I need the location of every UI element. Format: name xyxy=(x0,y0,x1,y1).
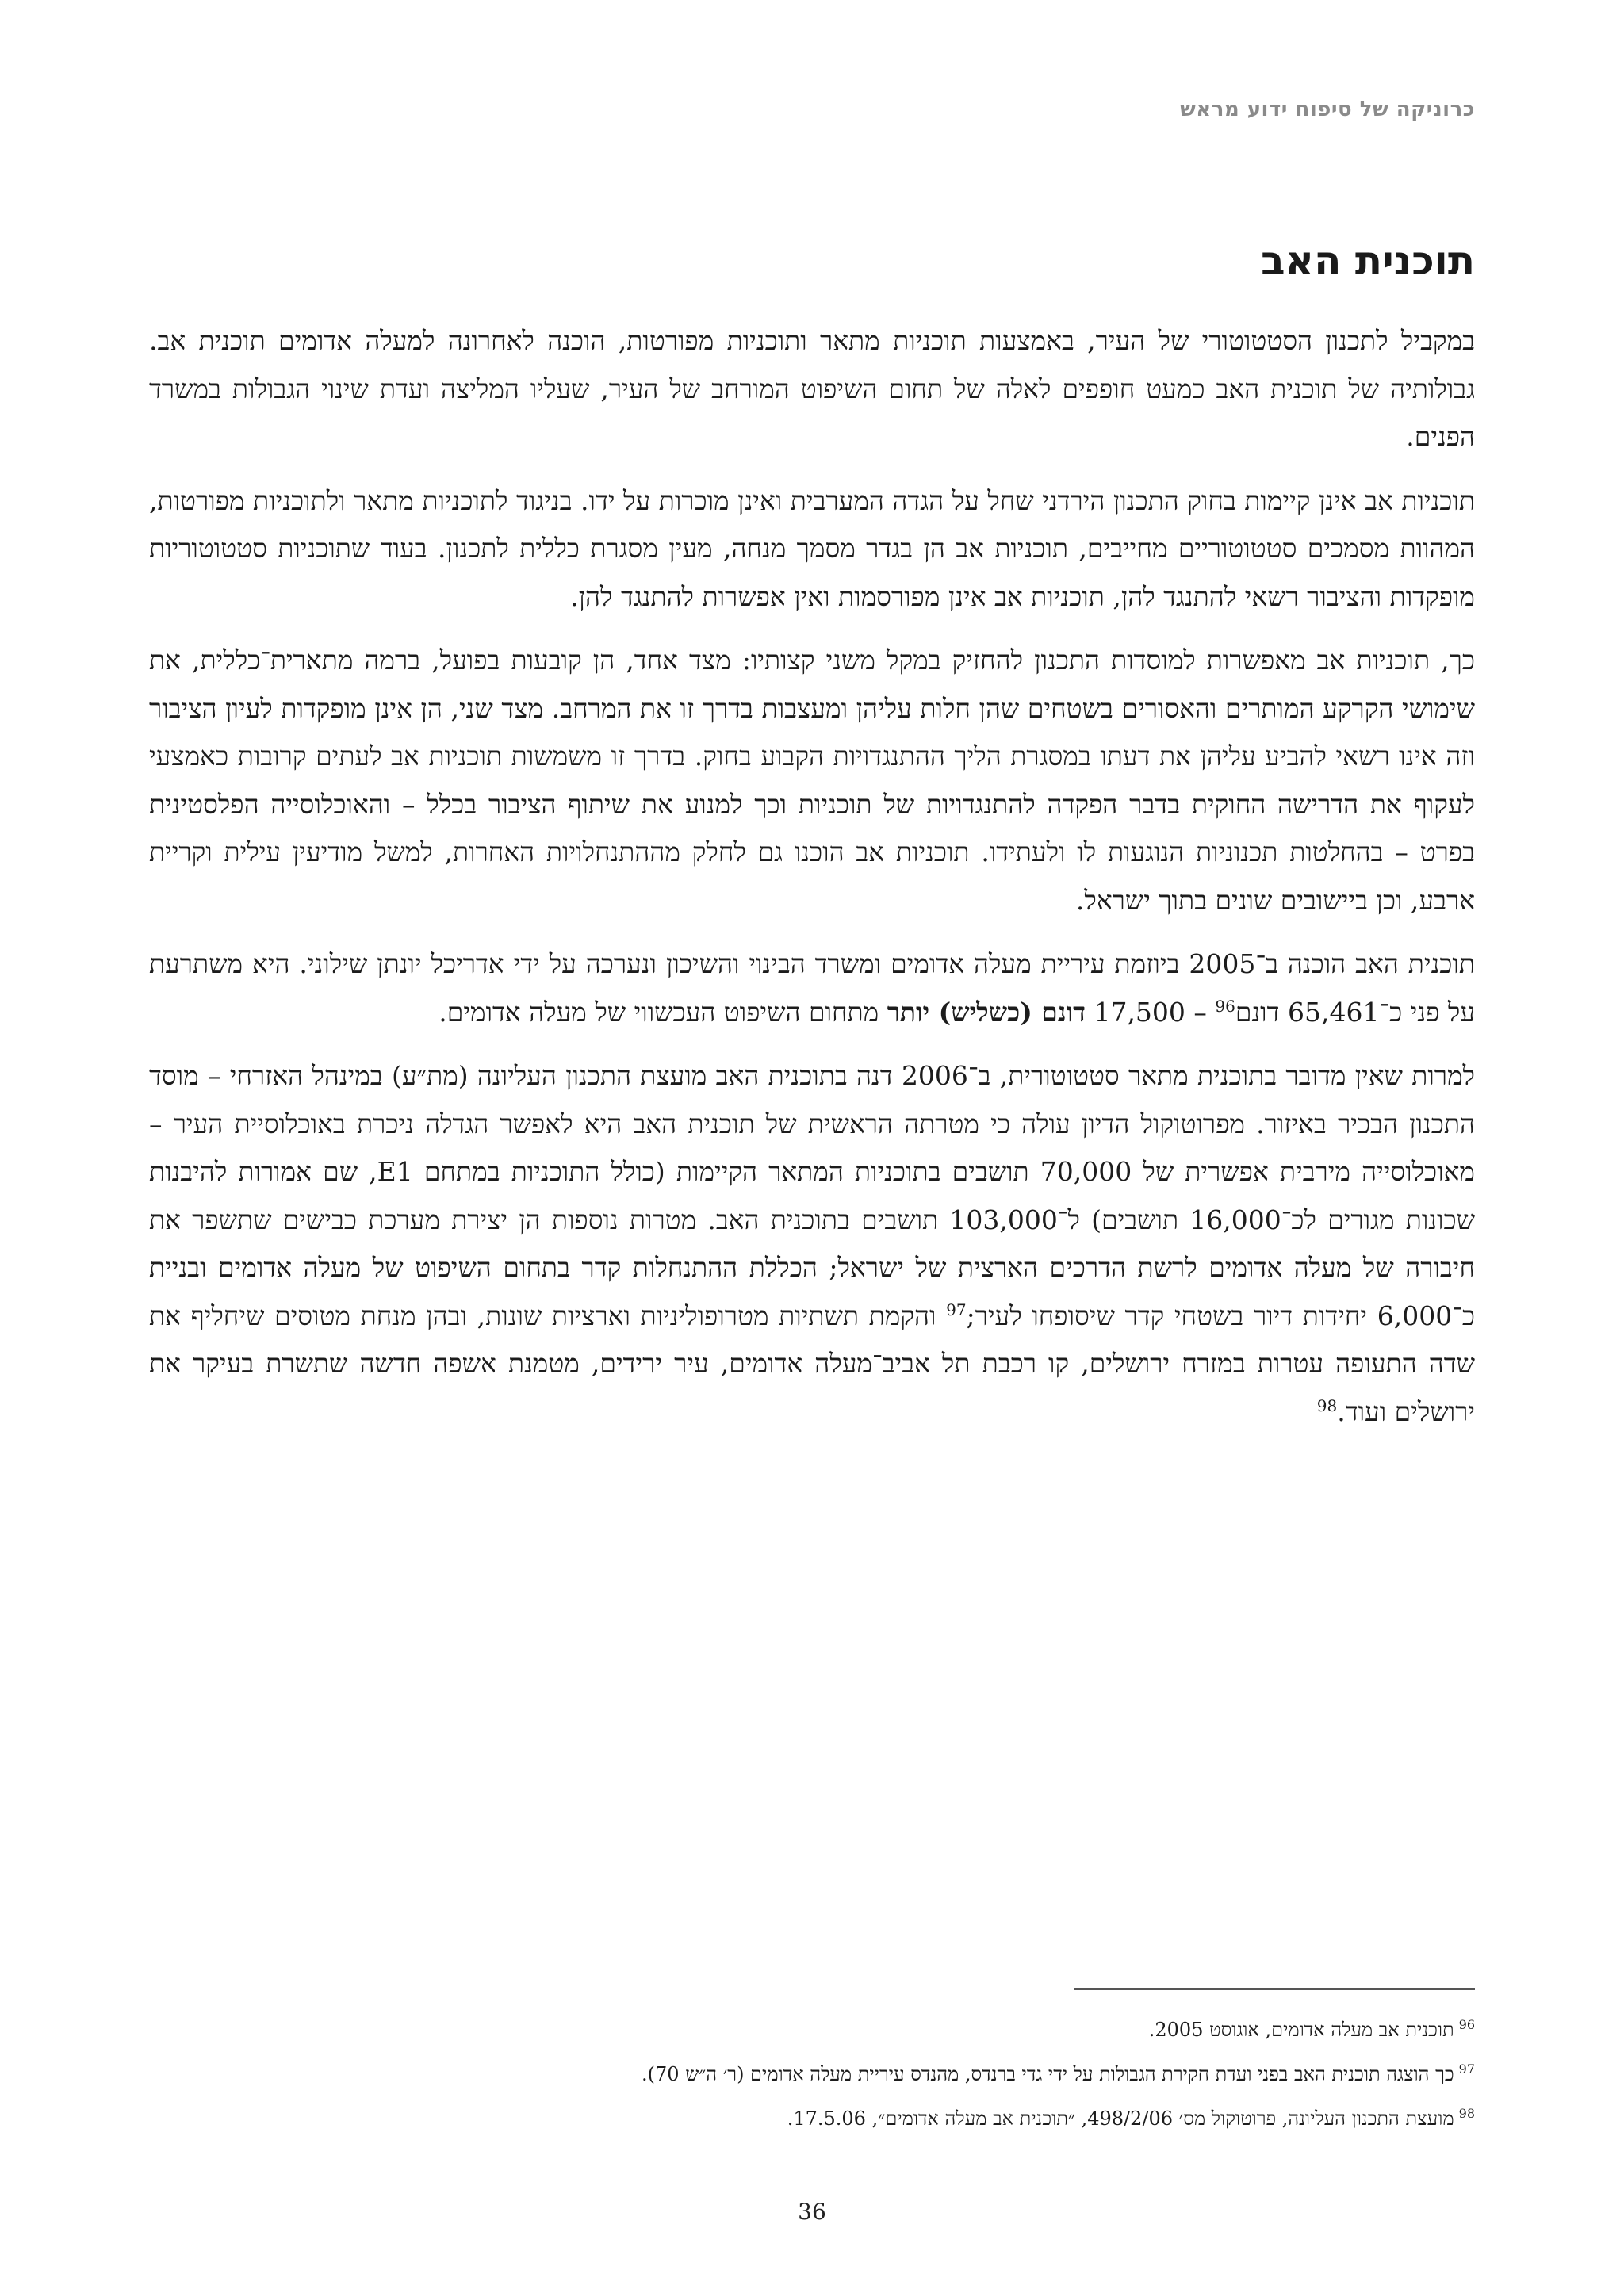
page-number: 36 xyxy=(798,2199,826,2225)
footnote-divider xyxy=(1074,1988,1475,1990)
footnote-98 xyxy=(149,2096,1475,2141)
footnote-ref-96[interactable]: 96 xyxy=(1215,996,1235,1016)
paragraph-4 xyxy=(149,940,1475,1036)
paragraph-5 xyxy=(149,1052,1475,1436)
footnote-number: 98 xyxy=(1458,2106,1475,2121)
footnote-ref-98[interactable]: 98 xyxy=(1316,1395,1338,1415)
paragraph-3: כך, תוכניות אב מאפשרות למוסדות התכנון להחזיק במקל משני קצותיו: מצד אחד, הן קובעות בפועל, ברמה מתארית־כללית, את שימושי הקרקע המותרים והאסורים בשטחים שהן חלות עליהן ומעצבות בדרך זו את המרחב. מצד שני, הן אינן מופקדות לעיון הציבור וזה אינו רשאי להביע עליהן את דעתו במסגרת הליך ההתנגדויות הקבוע בחוק. בדרך זו משמשות תוכניות אב לעתים קרובות כאמצעי לעקוף את הדרישה החוקית בדבר הפקדה להתנגדויות של תוכניות וכך למנוע את שיתוף הציבור בכלל – והאוכלוסייה הפלסטינית בפרט – בהחלטות תכנוניות הנוגעות לו ולעתידו. תוכניות אב הוכנו גם לחלק מההתנחלויות האחרות, למשל מודיעין עילית וקריית ארבע, וכן ביישובים שונים בתוך ישראל. xyxy=(149,645,1475,916)
running-header: כרוניקה של סיפוח ידוע מראש xyxy=(1180,98,1475,121)
footnotes xyxy=(149,2008,1475,2141)
body-text xyxy=(149,317,1475,1452)
footnote-text: תוכנית אב מעלה אדומים, אוגוסט 2005. xyxy=(1148,2019,1454,2041)
footnote-97 xyxy=(149,2052,1475,2096)
footnote-text: מועצת התכנון העליונה, פרוטוקול מס׳ 498/2/06, ״תוכנית אב מעלה אדומים״, 17.5.06. xyxy=(787,2107,1454,2130)
paragraph-1: במקביל לתכנון הסטטוטורי של העיר, באמצעות תוכניות מתאר ותוכניות מפורטות, הוכנה לאחרונה למעלה אדומים תוכנית אב. גבולותיה של תוכנית האב כמעט חופפים לאלה של תחום השיפוט המורחב של העיר, שעליו המליצה ועדת שינוי הגבולות במשרד הפנים. xyxy=(149,325,1475,452)
paragraph-5-text-end: והקמת תשתיות מטרופוליניות וארציות שונות, ובהן מנחת מטוסים שיחליף את שדה התעופה עטרות במזרח ירושלים, קו רכבת תל אביב־מעלה אדומים, עיר ירידים, מטמנת אשפה חדשה שתשרת בעיקר את ירושלים ועוד. xyxy=(149,1300,1475,1427)
paragraph-2: תוכניות אב אינן קיימות בחוק התכנון הירדני שחל על הגדה המערבית ואינן מוכרות על ידו. בניגוד לתוכניות מתאר ולתוכניות מפורטות, המהוות מסמכים סטטוטוריים מחייבים, תוכניות אב הן בגדר מסמך מנחה, מעין מסגרת כללית לתכנון. בעוד שתוכניות סטטוטוריות מופקדות והציבור רשאי להתנגד להן, תוכניות אב אינן מפורסמות ואין אפשרות להתנגד להן. xyxy=(149,484,1475,612)
paragraph-5-text-start: למרות שאין מדובר בתוכנית מתאר סטטוטורית, ב־2006 דנה בתוכנית האב מועצת התכנון העליונה (מת״ע) במינהל האזרחי – מוסד התכנון הבכיר באיזור. מפרוטוקול הדיון עולה כי מטרתה הראשית של תוכנית האב היא לאפשר הגדלה ניכרת באוכלוסיית העיר – מאוכלוסייה מירבית אפשרית של 70,000 תושבים בתוכניות המתאר הקיימות (כולל התוכניות במתחם E1, שם אמורות להיבנות שכונות מגורים לכ־16,000 תושבים) ל־103,000 תושבים בתוכנית האב. מטרות נוספות הן יצירת מערכת כבישים שתשפר את חיבורה של מעלה אדומים לרשת הדרכים הארצית של ישראל; הכללת ההתנחלות קדר בתחום השיפוט של מעלה אדומים ובניית כ־6,000 יחידות דיור בשטחי קדר שיסופחו לעיר; xyxy=(149,1060,1475,1331)
footnote-ref-97[interactable]: 97 xyxy=(946,1300,967,1319)
footnote-text: כך הוצגה תוכנית האב בפני ועדת חקירת הגבולות על ידי גדי ברנדס, מהנדס עיריית מעלה אדומים (ר׳ ה״ש 70). xyxy=(642,2063,1454,2085)
paragraph-4-bold-text: דונם (כשליש) יותר xyxy=(887,996,1086,1028)
paragraph-4-text-mid: – 17,500 xyxy=(1085,996,1216,1028)
footnote-number: 97 xyxy=(1458,2061,1475,2077)
paragraph-4-text-start: תוכנית האב הוכנה ב־2005 ביוזמת עיריית מעלה אדומים ומשרד הבינוי והשיכון ונערכה על ידי אדריכל יונתן שילוני. היא משתרעת על פני כ־65,461 דונם xyxy=(149,948,1475,1028)
section-title: תוכנית האב xyxy=(1261,238,1475,284)
footnote-96 xyxy=(149,2008,1475,2052)
paragraph-4-text-end: מתחום השיפוט העכשווי של מעלה אדומים. xyxy=(439,996,887,1028)
footnote-number: 96 xyxy=(1458,2017,1475,2032)
